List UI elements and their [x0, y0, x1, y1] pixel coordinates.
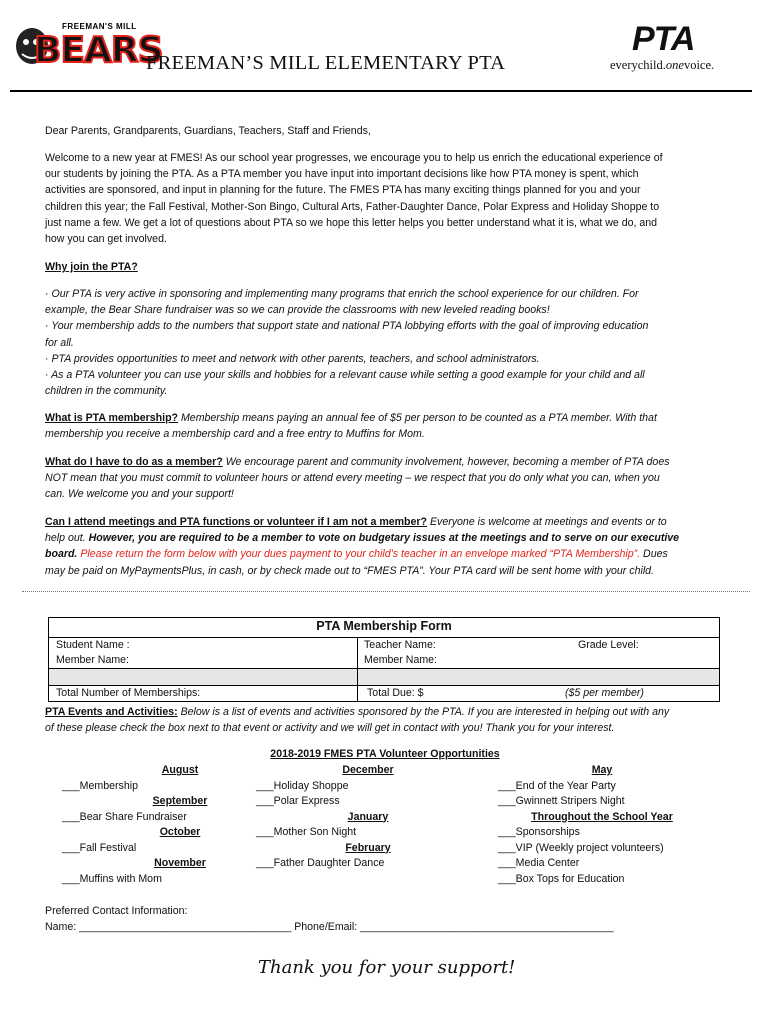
teacher-name-field[interactable]: Teacher Name:	[364, 639, 436, 651]
membership-heading: What is PTA membership?	[45, 412, 179, 424]
month-heading-row	[498, 810, 706, 826]
membership-text-2: membership you receive a membership card and a free entry to Muffins for Mom.	[45, 428, 425, 441]
membership-form	[48, 617, 720, 702]
form-title: PTA Membership Form	[316, 619, 452, 633]
form-rule	[49, 668, 719, 669]
total-memberships-field[interactable]: Total Number of Memberships:	[56, 687, 201, 699]
bears-logo	[14, 22, 163, 74]
month-heading: February	[345, 841, 391, 854]
intro-line: just name a few. We get a lot of questions about PTA so we hope this letter helps you better understand what it is, what we do, and	[45, 216, 658, 229]
why-line: · Your membership adds to the numbers that support state and national PTA lobbying efforts with the goal of improving education	[45, 320, 649, 333]
contact-fields[interactable]: Name: ____________________________________ Phone/Email: ___________________________________________	[45, 921, 614, 933]
form-divider	[357, 637, 358, 702]
volunteer-checkbox-item[interactable]: ___Mother Son Night	[256, 826, 357, 838]
month-heading-row	[256, 810, 480, 826]
why-line: · As a PTA volunteer you can use your skills and hobbies for a relevant cause while setting a good example for your child and all	[45, 369, 645, 382]
month-heading: September	[152, 795, 208, 807]
why-line: · PTA provides opportunities to meet and network with other parents, teachers, and school administrators.	[45, 352, 540, 365]
greeting: Dear Parents, Grandparents, Guardians, Teachers, Staff and Friends,	[45, 125, 371, 137]
opportunities-title: 2018-2019 FMES PTA Volunteer Opportunities	[270, 748, 500, 760]
events-intro-text-2: of these please check the box next to that event or activity and we will get in contact with you! Thank you for your interest.	[45, 722, 615, 735]
volunteer-checkbox-item[interactable]: ___Box Tops for Education	[498, 872, 625, 885]
pta-tagline	[610, 58, 714, 73]
volunteer-checkbox-item[interactable]: ___Muffins with Mom	[62, 872, 162, 885]
month-heading: May	[591, 764, 613, 776]
member-name-field-right[interactable]: Member Name:	[364, 654, 437, 666]
why-line: · Our PTA is very active in sponsoring and implementing many programs that enrich the school experience for our children. For	[45, 288, 639, 300]
member-do-text-2: NOT mean that you must commit to volunteer hours or attend every meeting – we respect that you do only what you can, when you	[45, 472, 660, 485]
volunteer-checkbox-item[interactable]: ___Fall Festival	[62, 841, 137, 854]
total-due-field[interactable]: Total Due: $	[367, 687, 424, 699]
attend-text-4: may be paid on MyPaymentsPlus, in cash, or by check made out to “FMES PTA”. Your PTA card will be sent home with your child.	[45, 564, 655, 577]
attend-heading: Can I attend meetings and PTA functions or volunteer if I am not a member?	[45, 516, 428, 528]
attend-text: Everyone is welcome at meetings and events or to	[427, 516, 667, 528]
volunteer-checkbox-item[interactable]: ___End of the Year Party	[498, 779, 616, 792]
pta-logo-text: PTA	[632, 20, 695, 58]
member-name-field-left[interactable]: Member Name:	[56, 654, 129, 666]
month-heading-row	[256, 763, 480, 779]
why-line: example, the Bear Share fundraiser was so we can provide the classrooms with new leveled reading books!	[45, 304, 550, 317]
events-intro-text: Below is a list of events and activities sponsored by the PTA. If you are interested in helping out with any	[177, 706, 670, 718]
events-column-3	[498, 763, 718, 887]
volunteer-checkbox-item[interactable]: ___Father Daughter Dance	[256, 857, 385, 869]
grade-level-field[interactable]: Grade Level:	[578, 639, 639, 651]
events-intro	[45, 704, 669, 736]
why-line: for all.	[45, 336, 74, 349]
month-heading: November	[154, 857, 206, 869]
why-join-heading: Why join the PTA?	[45, 261, 138, 273]
attend-text-2a: help out.	[45, 532, 89, 545]
contact-label: Preferred Contact Information:	[45, 905, 188, 917]
closing-thanks: Thank you for your support!	[258, 957, 516, 978]
volunteer-checkbox-item[interactable]: ___Membership	[62, 779, 138, 792]
intro-line: children this year; the Fall Festival, Mother-Son Bingo, Cultural Arts, Father-Daughter Dance, Polar Express and Holiday Shoppe to	[45, 200, 660, 213]
events-column-1	[62, 763, 242, 887]
student-name-field[interactable]: Student Name :	[56, 639, 130, 651]
intro-line: Welcome to a new year at FMES! As our school year progresses, we encourage you to help us enrich the educational experience of	[45, 152, 663, 164]
attend-text-3b: Please return the form below with your dues payment to your child’s teacher in an envelope marked “PTA Membership”.	[77, 548, 641, 561]
attend-section	[45, 514, 679, 579]
volunteer-checkbox-item[interactable]: ___Sponsorships	[498, 826, 580, 838]
form-rule	[49, 637, 719, 638]
intro-line: how you can get involved.	[45, 233, 167, 246]
month-heading: Throughout the School Year	[531, 810, 673, 823]
why-join-list	[45, 286, 648, 399]
attend-text-2b: However, you are required to be a member to vote on budgetary issues at the meetings and to serve on our executive	[88, 532, 680, 545]
month-heading: October	[159, 826, 201, 838]
events-column-2	[256, 763, 486, 872]
volunteer-checkbox-item[interactable]: ___Media Center	[498, 857, 580, 869]
logo-top-text: FREEMAN'S MILL	[62, 22, 137, 31]
form-shade	[49, 668, 719, 685]
intro-line: activities are sponsored, and input in planning for the future. The FMES PTA has many exciting things planned for you and your	[45, 184, 641, 197]
attend-text-3c: Dues	[640, 548, 668, 561]
month-heading-row	[498, 763, 706, 779]
member-do-text-3: can. We welcome you and your support!	[45, 488, 234, 501]
pta-logo	[610, 22, 750, 78]
pta-tagline-part-3: voice.	[683, 58, 715, 72]
month-heading: August	[161, 764, 199, 776]
member-do-text: We encourage parent and community involvement, however, becoming a member of PTA does	[222, 456, 670, 468]
member-do-section	[45, 454, 670, 503]
volunteer-checkbox-item[interactable]: ___Gwinnett Stripers Night	[498, 795, 625, 807]
month-heading: January	[347, 810, 389, 823]
volunteer-checkbox-item[interactable]: ___VIP (Weekly project volunteers)	[498, 841, 664, 854]
logo-main-text: BEARS	[34, 30, 163, 71]
pta-tagline-part-2: one	[665, 58, 684, 72]
cut-line	[22, 591, 750, 592]
volunteer-checkbox-item[interactable]: ___Holiday Shoppe	[256, 779, 349, 792]
membership-section	[45, 410, 657, 442]
month-heading: December	[342, 764, 394, 776]
volunteer-checkbox-item[interactable]: ___Bear Share Fundraiser	[62, 810, 187, 823]
events-heading: PTA Events and Activities:	[45, 706, 178, 718]
pta-tagline-part-1: everychild.	[610, 58, 666, 72]
page-title: FREEMAN’S MILL ELEMENTARY PTA	[146, 52, 506, 74]
form-rule	[49, 685, 719, 686]
header-divider	[10, 90, 752, 92]
attend-text-3a: board.	[45, 548, 78, 561]
membership-text: Membership means paying an annual fee of $5 per person to be counted as a PTA member. With that	[178, 412, 657, 424]
intro-line: our students by joining the PTA. As a PTA member you have input into important decisions like how PTA money is spent, which	[45, 168, 639, 181]
why-line: children in the community.	[45, 385, 168, 398]
volunteer-checkbox-item[interactable]: ___Polar Express	[256, 795, 340, 807]
price-note: ($5 per member)	[565, 687, 644, 699]
member-do-heading: What do I have to do as a member?	[45, 456, 223, 468]
month-heading-row	[256, 841, 480, 857]
intro-paragraph	[45, 150, 663, 247]
